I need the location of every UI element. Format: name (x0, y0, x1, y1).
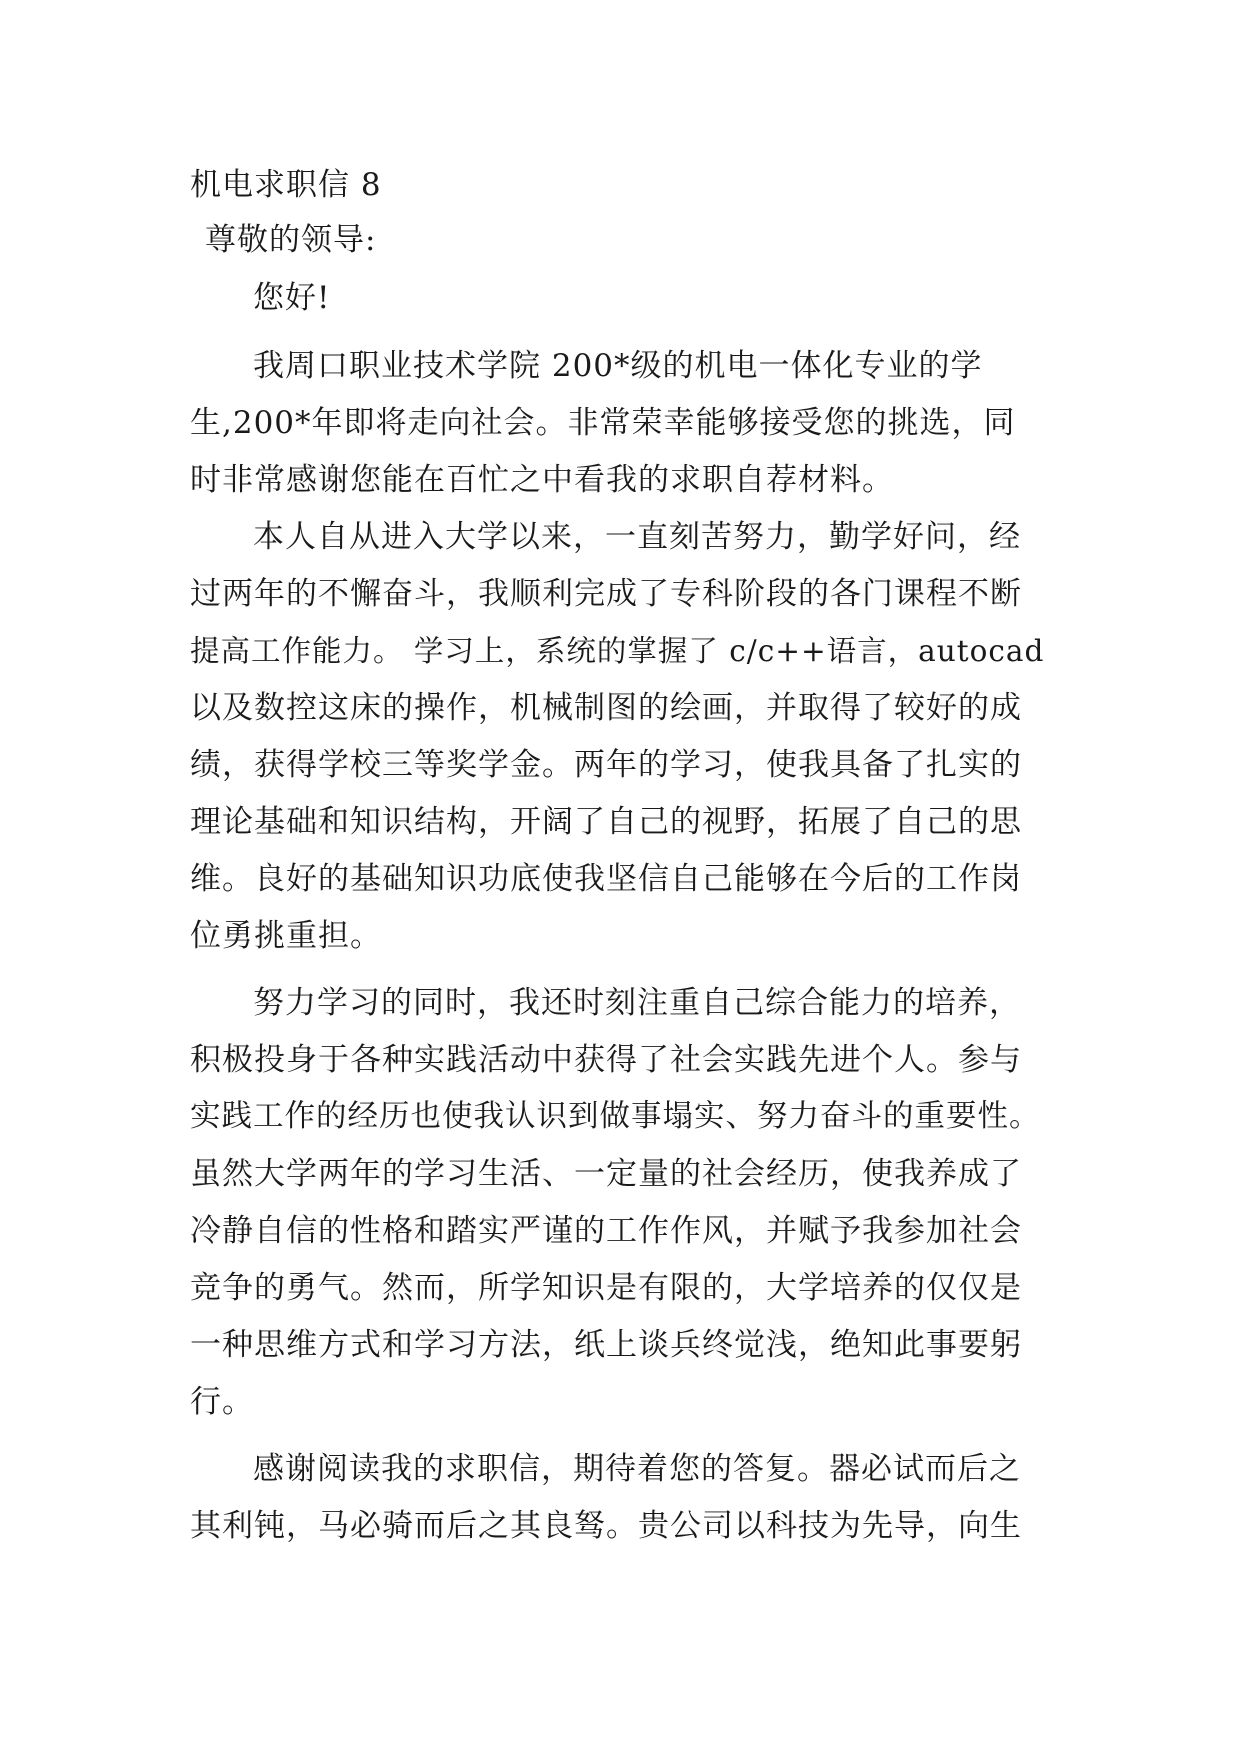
paragraph-line: 生,200*年即将走向社会。非常荣幸能够接受您的挑选，同 (190, 405, 1016, 441)
paragraph-line: 过两年的不懈奋斗，我顺利完成了专科阶段的各门课程不断 (190, 576, 1022, 612)
paragraph-line: 冷静自信的性格和踏实严谨的工作作风，并赋予我参加社会 (190, 1213, 1022, 1249)
paragraph-line: 提高工作能力。 学习上，系统的掌握了 c/c++语言，autocad (190, 634, 1045, 668)
document-title: 机电求职信 8 (190, 167, 382, 203)
paragraph-line: 绩，获得学校三等奖学金。两年的学习，使我具备了扎实的 (190, 747, 1022, 783)
paragraph-line: 虽然大学两年的学习生活、一定量的社会经历，使我养成了 (190, 1156, 1022, 1192)
paragraph-line: 维。良好的基础知识功底使我坚信自己能够在今后的工作岗 (190, 861, 1022, 897)
paragraph-line: 理论基础和知识结构，开阔了自己的视野，拓展了自己的思 (190, 804, 1022, 840)
paragraph-line: 时非常感谢您能在百忙之中看我的求职自荐材料。 (190, 462, 894, 498)
salutation: 尊敬的领导: (205, 222, 377, 258)
paragraph-line: 实践工作的经历也使我认识到做事塌实、努力奋斗的重要性。 (190, 1099, 1041, 1134)
paragraph-line: 其利钝，马必骑而后之其良驽。贵公司以科技为先导，向生 (190, 1508, 1022, 1544)
paragraph-line: 感谢阅读我的求职信，期待着您的答复。器必试而后之 (253, 1451, 1021, 1487)
paragraph-line: 本人自从进入大学以来，一直刻苦努力，勤学好问，经 (253, 519, 1021, 555)
paragraph-line: 一种思维方式和学习方法，纸上谈兵终觉浅，绝知此事要躬 (190, 1327, 1022, 1363)
paragraph-line: 竞争的勇气。然而，所学知识是有限的，大学培养的仅仅是 (190, 1270, 1022, 1306)
paragraph-line: 行。 (190, 1384, 254, 1420)
paragraph-line: 努力学习的同时，我还时刻注重自己综合能力的培养， (253, 985, 1021, 1021)
paragraph-line: 我周口职业技术学院 200*级的机电一体化专业的学 (253, 348, 983, 384)
greeting: 您好! (253, 280, 331, 316)
paragraph-line: 积极投身于各种实践活动中获得了社会实践先进个人。参与 (190, 1042, 1022, 1078)
paragraph-line: 以及数控这床的操作，机械制图的绘画，并取得了较好的成 (190, 690, 1022, 726)
paragraph-line: 位勇挑重担。 (190, 918, 382, 954)
